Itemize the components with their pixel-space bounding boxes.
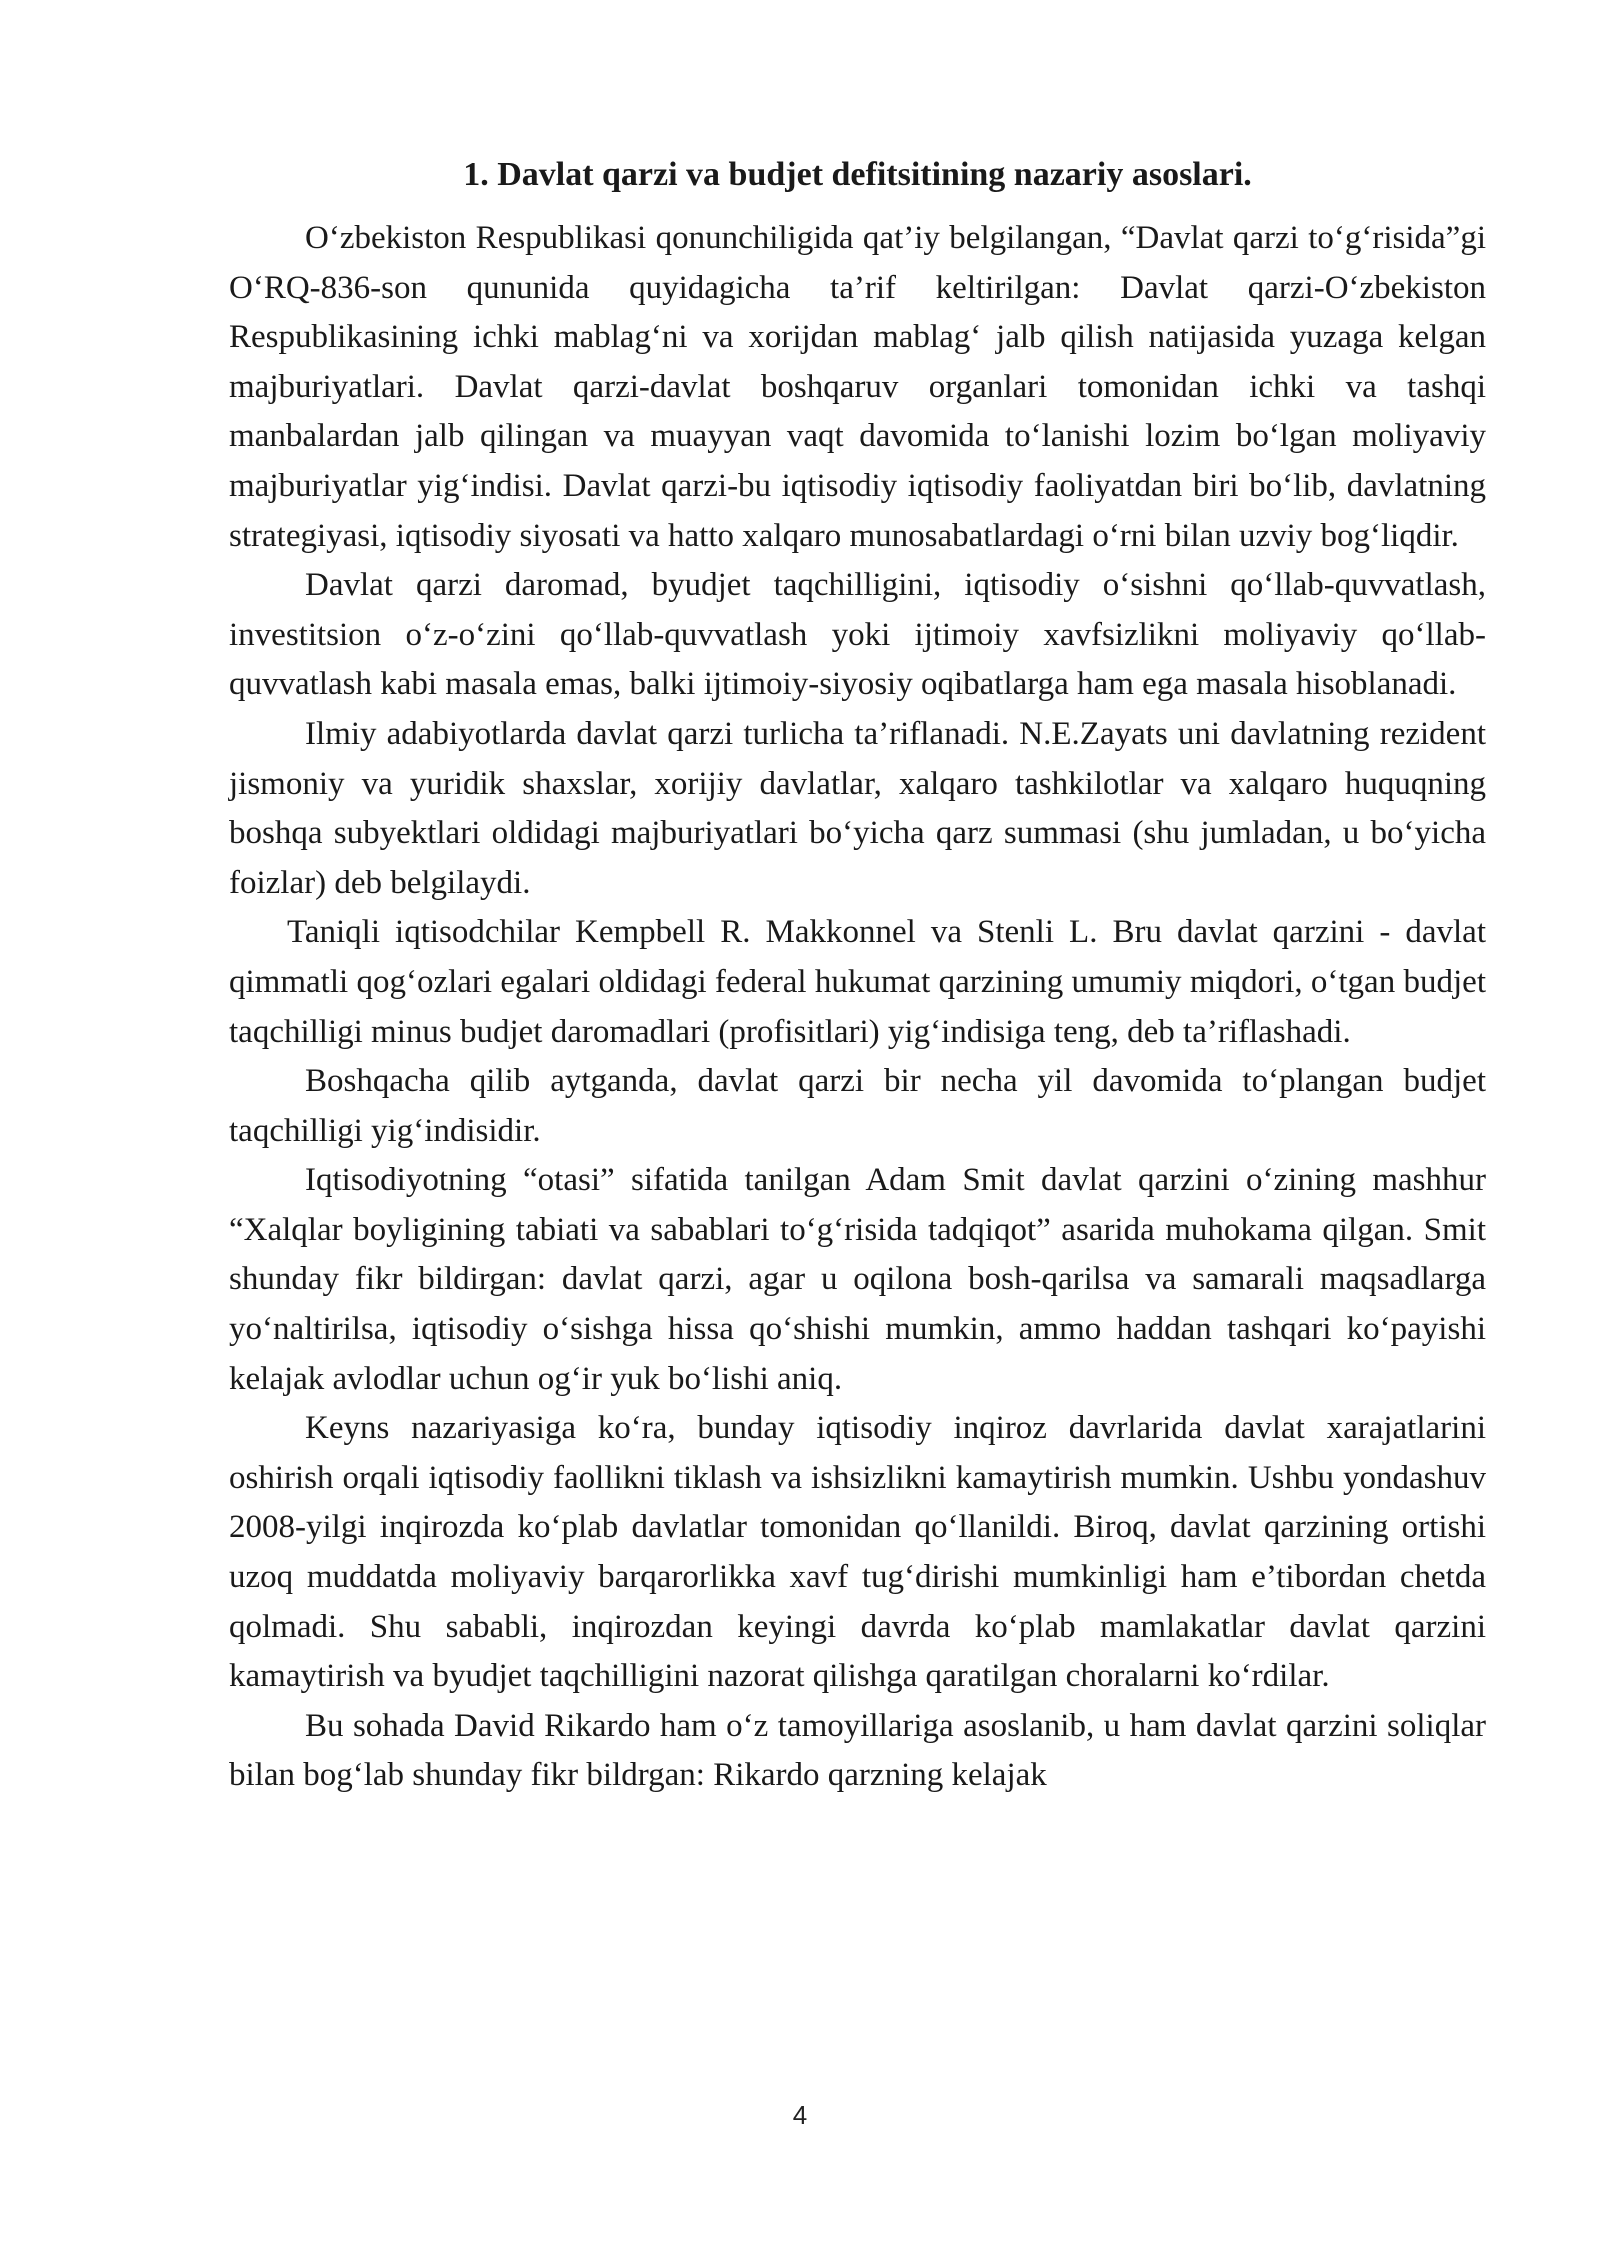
paragraph-2: Davlat qarzi daromad, byudjet taqchilligini, iqtisodiy o‘sishni qo‘llab-quvvatlash, investitsion o‘z-o‘zini qo‘llab-quvvatlash yoki ijtimoiy xavfsizlikni moliyaviy qo‘llab-quvvatlash kabi masala emas, balki ijtimoiy-siyosiy oqibatlarga ham ega masala hisoblanadi. [229,567,1486,703]
paragraph-8: Bu sohada David Rikardo ham o‘z tamoyillariga asoslanib, u ham davlat qarzini soliqlar bilan bog‘lab shunday fikr bildrgan: Rikardo qarzning kelajak [229,1707,1486,1794]
paragraph-3: Ilmiy adabiyotlarda davlat qarzi turlicha ta’riflanadi. N.E.Zayats uni davlatning rezident jismoniy va yuridik shaxslar, xorijiy davlatlar, xalqaro tashkilotlar va xalqaro huquqning boshqa subyektlari oldidagi majburiyatlari bo‘yicha qarz summasi (shu jumladan, u bo‘yicha foizlar) deb belgilaydi. [229,715,1486,901]
paragraph-1: O‘zbekiston Respublikasi qonunchiligida qat’iy belgilangan, “Davlat qarzi to‘g‘risida”gi O‘RQ-836-son qununida quyidagicha ta’rif keltirilgan: Davlat qarzi-O‘zbekiston Respublikasining ichki mablag‘ni va xorijdan mablag‘ jalb qilish natijasida yuzaga kelgan majburiyatlari. Davlat qarzi-davlat boshqaruv organlari tomonidan ichki va tashqi manbalardan jalb qilingan va muayyan vaqt davomida to‘lanishi lozim bo‘lgan moliyaviy majburiyatlar yig‘indisi. Davlat qarzi-bu iqtisodiy iqtisodiy faoliyatdan biri bo‘lib, davlatning strategiyasi, iqtisodiy siyosati va hatto xalqaro munosabatlardagi o‘rni bilan uzviy bog‘liqdir. [229,220,1486,554]
paragraph-6: Iqtisodiyotning “otasi” sifatida tanilgan Adam Smit davlat qarzini o‘zining mashhur “Xalqlar boyligining tabiati va sabablari to‘g‘risida tadqiqot” asarida muhokama qilgan. Smit shunday fikr bildirgan: davlat qarzi, agar u oqilona bosh-qarilsa va samarali maqsadlarga yo‘naltirilsa, iqtisodiy o‘sishga hissa qo‘shishi mumkin, ammo haddan tashqari ko‘payishi kelajak avlodlar uchun og‘ir yuk bo‘lishi aniq. [229,1162,1486,1397]
paragraph-4: Taniqli iqtisodchilar Kempbell R. Makkonnel va Stenli L. Bru davlat qarzini - davlat qimmatli qog‘ozlari egalari oldidagi federal hukumat qarzining umumiy miqdori, o‘tgan budjet taqchilligi minus budjet daromadlari (profisitlari) yig‘indisiga teng, deb ta’riflashadi. [229,914,1486,1050]
document-page [229,150,1486,1801]
page-number: 4 [792,2100,808,2130]
paragraph-7: Keyns nazariyasiga ko‘ra, bunday iqtisodiy inqiroz davrlarida davlat xarajatlarini oshirish orqali iqtisodiy faollikni tiklash va ishsizlikni kamaytirish mumkin. Ushbu yondashuv 2008-yilgi inqirozda ko‘plab davlatlar tomonidan qo‘llanildi. Biroq, davlat qarzining ortishi uzoq muddatda moliyaviy barqarorlikka xavf tug‘dirishi mumkinligi ham e’tibordan chetda qolmadi. Shu sababli, inqirozdan keyingi davrda ko‘plab mamlakatlar davlat qarzini kamaytirish va byudjet taqchilligini nazorat qilishga qaratilgan choralarni ko‘rdilar. [229,1410,1486,1695]
paragraph-5: Boshqacha qilib aytganda, davlat qarzi bir necha yil davomida to‘plangan budjet taqchilligi yig‘indisidir. [229,1063,1486,1149]
section-heading: 1. Davlat qarzi va budjet defitsitining nazariy asoslari. [463,156,1252,193]
